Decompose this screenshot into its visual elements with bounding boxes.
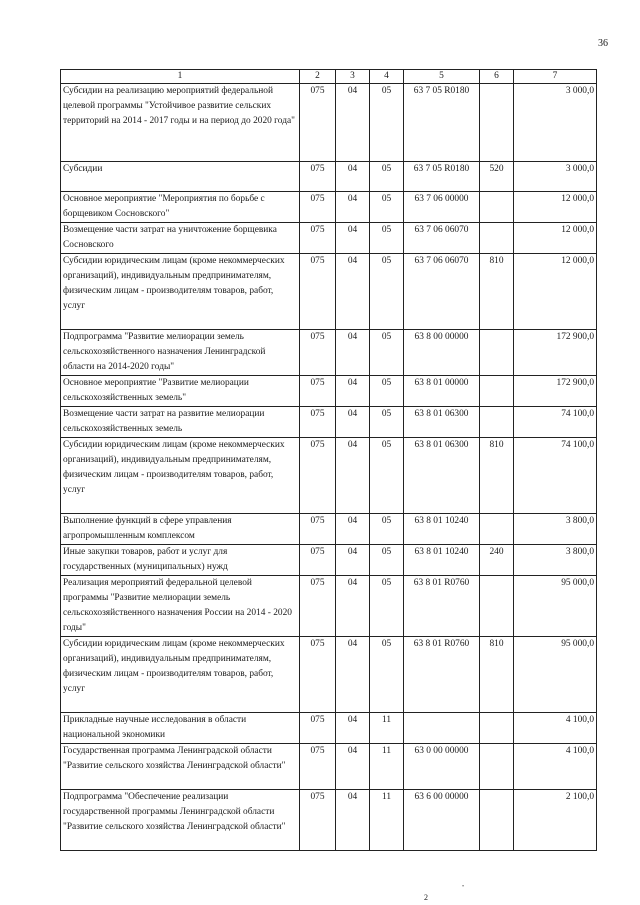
row-ministry-code: 075 [300,744,336,790]
row-amount: 2 100,0 [514,790,597,851]
row-section-code: 04 [336,545,370,576]
row-ministry-code: 075 [300,407,336,438]
row-name: Государственная программа Ленинградской области "Развитие сельского хозяйства Ленинградской области" [61,744,300,790]
table-row [61,438,597,514]
row-expense-type: 240 [480,545,514,576]
row-target-code: 63 8 01 10240 [404,545,480,576]
row-section-code: 04 [336,438,370,514]
row-name: Субсидии юридическим лицам (кроме некоммерческих организаций), индивидуальным предпринимателям, физическим лицам - производителям товаров, работ, услуг [61,254,300,330]
row-subsection-code: 05 [370,438,404,514]
row-ministry-code: 075 [300,376,336,407]
row-ministry-code: 075 [300,713,336,744]
row-section-code: 04 [336,790,370,851]
row-name: Основное мероприятие "Мероприятия по борьбе с борщевиком Сосновского" [61,192,300,223]
table-row [61,84,597,162]
row-ministry-code: 075 [300,162,336,192]
row-target-code: 63 8 01 R0760 [404,637,480,713]
row-amount: 12 000,0 [514,254,597,330]
row-target-code: 63 0 00 00000 [404,744,480,790]
row-subsection-code: 11 [370,744,404,790]
row-expense-type: 810 [480,438,514,514]
row-name: Возмещение части затрат на уничтожение борщевика Сосновского [61,223,300,254]
table-row [61,545,597,576]
row-section-code: 04 [336,637,370,713]
header-col-7: 7 [514,70,597,84]
row-ministry-code: 075 [300,223,336,254]
row-target-code: 63 7 06 00000 [404,192,480,223]
row-target-code: 63 7 05 R0180 [404,84,480,162]
row-amount: 3 800,0 [514,545,597,576]
footer-mark: 2 [424,893,428,902]
row-expense-type [480,223,514,254]
row-amount: 95 000,0 [514,576,597,637]
row-name: Субсидии юридическим лицам (кроме некоммерческих организаций), индивидуальным предпринимателям, физическим лицам - производителям товаров, работ, услуг [61,438,300,514]
row-target-code: 63 7 06 06070 [404,223,480,254]
row-amount: 3 000,0 [514,84,597,162]
row-subsection-code: 05 [370,545,404,576]
table-row [61,254,597,330]
row-amount: 4 100,0 [514,744,597,790]
row-target-code: 63 8 01 R0760 [404,576,480,637]
row-subsection-code: 05 [370,576,404,637]
row-section-code: 04 [336,376,370,407]
row-subsection-code: 05 [370,162,404,192]
table-row [61,162,597,192]
row-subsection-code: 05 [370,330,404,376]
row-amount: 74 100,0 [514,407,597,438]
row-expense-type: 810 [480,637,514,713]
row-section-code: 04 [336,514,370,545]
row-target-code [404,713,480,744]
row-expense-type [480,407,514,438]
row-name: Субсидии на реализацию мероприятий федеральной целевой программы "Устойчивое развитие сельских территорий на 2014 - 2017 годы и на период до 2020 года" [61,84,300,162]
table-row [61,744,597,790]
row-ministry-code: 075 [300,514,336,545]
row-section-code: 04 [336,713,370,744]
row-name: Выполнение функций в сфере управления агропромышленным комплексом [61,514,300,545]
table-row [61,192,597,223]
row-amount: 12 000,0 [514,192,597,223]
budget-table [60,69,597,851]
row-section-code: 04 [336,576,370,637]
row-name: Подпрограмма "Развитие мелиорации земель сельскохозяйственного назначения Ленинградской области на 2014-2020 годы" [61,330,300,376]
row-expense-type [480,744,514,790]
row-ministry-code: 075 [300,84,336,162]
table-row [61,407,597,438]
row-target-code: 63 8 01 06300 [404,438,480,514]
row-section-code: 04 [336,162,370,192]
row-subsection-code: 05 [370,514,404,545]
row-subsection-code: 11 [370,790,404,851]
row-amount: 3 800,0 [514,514,597,545]
row-subsection-code: 05 [370,192,404,223]
row-ministry-code: 075 [300,330,336,376]
row-amount: 95 000,0 [514,637,597,713]
row-subsection-code: 11 [370,713,404,744]
table-row [61,576,597,637]
row-section-code: 04 [336,223,370,254]
table-row [61,713,597,744]
row-amount: 3 000,0 [514,162,597,192]
header-col-5: 5 [404,70,480,84]
table-row [61,376,597,407]
row-subsection-code: 05 [370,84,404,162]
row-ministry-code: 075 [300,254,336,330]
row-name: Возмещение части затрат на развитие мелиорации сельскохозяйственных земель [61,407,300,438]
row-amount: 4 100,0 [514,713,597,744]
row-section-code: 04 [336,192,370,223]
row-name: Субсидии [61,162,300,192]
header-col-4: 4 [370,70,404,84]
row-section-code: 04 [336,84,370,162]
row-ministry-code: 075 [300,545,336,576]
row-expense-type: 810 [480,254,514,330]
row-expense-type [480,192,514,223]
row-amount: 74 100,0 [514,438,597,514]
row-section-code: 04 [336,744,370,790]
row-subsection-code: 05 [370,254,404,330]
row-section-code: 04 [336,330,370,376]
row-target-code: 63 8 01 06300 [404,407,480,438]
row-section-code: 04 [336,407,370,438]
table-header-row [61,70,597,84]
row-ministry-code: 075 [300,637,336,713]
row-ministry-code: 075 [300,438,336,514]
row-name: Основное мероприятие "Развитие мелиорации сельскохозяйственных земель" [61,376,300,407]
page-number: 36 [598,38,608,49]
scan-speck: • [462,884,465,890]
header-col-3: 3 [336,70,370,84]
row-expense-type: 520 [480,162,514,192]
row-name: Реализация мероприятий федеральной целевой программы "Развитие мелиорации земель сельскохозяйственного назначения России на 2014 - 2020 годы" [61,576,300,637]
row-ministry-code: 075 [300,576,336,637]
row-section-code: 04 [336,254,370,330]
row-target-code: 63 8 00 00000 [404,330,480,376]
row-subsection-code: 05 [370,407,404,438]
row-name: Субсидии юридическим лицам (кроме некоммерческих организаций), индивидуальным предпринимателям, физическим лицам - производителям товаров, работ, услуг [61,637,300,713]
table-row [61,223,597,254]
row-expense-type [480,84,514,162]
row-subsection-code: 05 [370,223,404,254]
row-target-code: 63 7 05 R0180 [404,162,480,192]
row-name: Иные закупки товаров, работ и услуг для государственных (муниципальных) нужд [61,545,300,576]
row-expense-type [480,576,514,637]
header-col-1: 1 [61,70,300,84]
row-subsection-code: 05 [370,376,404,407]
table-row [61,637,597,713]
row-expense-type [480,376,514,407]
row-name: Подпрограмма "Обеспечение реализации государственной программы Ленинградской области "Развитие сельского хозяйства Ленинградской области" [61,790,300,851]
row-amount: 172 900,0 [514,376,597,407]
header-col-2: 2 [300,70,336,84]
row-ministry-code: 075 [300,192,336,223]
row-expense-type [480,514,514,545]
row-subsection-code: 05 [370,637,404,713]
row-expense-type [480,713,514,744]
row-expense-type [480,330,514,376]
table-row [61,514,597,545]
row-target-code: 63 8 01 00000 [404,376,480,407]
row-ministry-code: 075 [300,790,336,851]
row-target-code: 63 8 01 10240 [404,514,480,545]
row-target-code: 63 7 06 06070 [404,254,480,330]
row-amount: 12 000,0 [514,223,597,254]
row-expense-type [480,790,514,851]
row-name: Прикладные научные исследования в области национальной экономики [61,713,300,744]
table-row [61,330,597,376]
table-row [61,790,597,851]
header-col-6: 6 [480,70,514,84]
row-amount: 172 900,0 [514,330,597,376]
row-target-code: 63 6 00 00000 [404,790,480,851]
